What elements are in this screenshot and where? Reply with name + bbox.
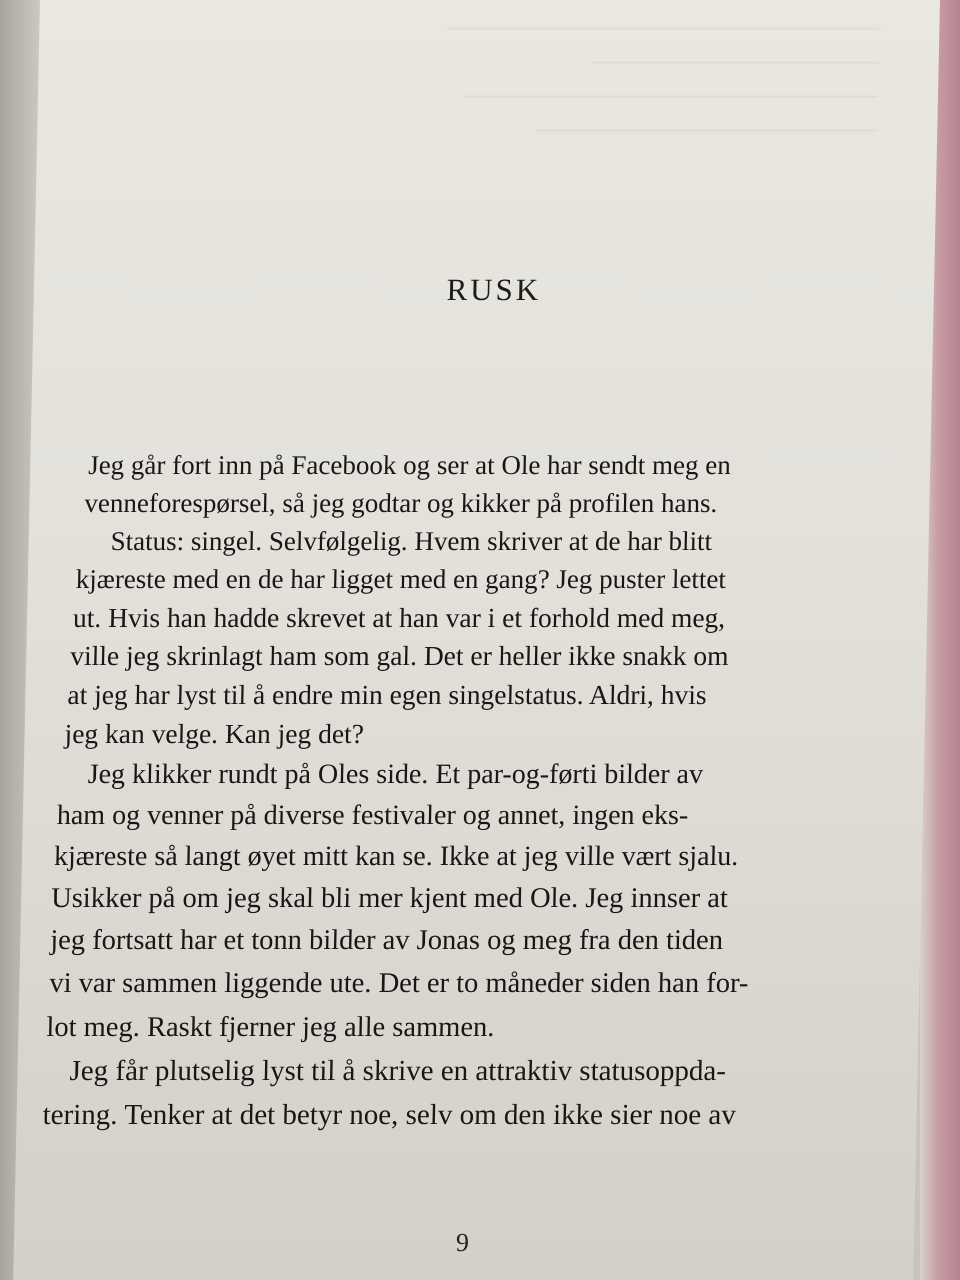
show-through-text: ———————————————————————— ———————————————— ——————————————————————— ——————————————————— (447, 17, 880, 139)
book-page (13, 0, 940, 1280)
text-line: ham og venner på diverse festivaler og annet, ingen eks- (56, 800, 689, 831)
text-line: Usikker på om jeg skal bli mer kjent med Ole. Jeg innser at (50, 883, 729, 914)
text-line: Jeg får plutselig lyst til å skrive en attraktiv statusoppda- (69, 1055, 727, 1087)
text-line: vi var sammen liggende ute. Det er to måneder siden han for- (49, 968, 749, 999)
text-line: lot meg. Raskt fjerner jeg alle sammen. (46, 1012, 495, 1043)
text-line: Status: singel. Selvfølgelig. Hvem skriver at de har blitt (110, 526, 713, 556)
text-line: Jeg klikker rundt på Oles side. Et par-og-førti bilder av (87, 759, 704, 790)
text-line: at jeg har lyst til å endre min egen singelstatus. Aldri, hvis (67, 679, 708, 710)
chapter-title: RUSK (446, 272, 542, 307)
text-line: ville jeg skrinlagt ham som gal. Det er heller ikke snakk om (69, 640, 729, 671)
text-line: Jeg går fort inn på Facebook og ser at Ole har sendt meg en (87, 450, 732, 480)
text-line: ut. Hvis han hadde skrevet at han var i et forhold med meg, (72, 602, 726, 633)
text-line: kjæreste så langt øyet mitt kan se. Ikke at jeg ville vært sjalu. (53, 841, 739, 872)
text-line: jeg kan velge. Kan jeg det? (64, 718, 365, 749)
text-line: jeg fortsatt har et tonn bilder av Jonas og meg fra den tiden (49, 925, 724, 956)
text-line: tering. Tenker at det betyr noe, selv om den ikke sier noe av (42, 1099, 737, 1131)
page-number: 9 (455, 1228, 470, 1257)
text-line: venneforespørsel, så jeg godtar og kikker på profilen hans. (84, 488, 718, 518)
text-line: kjæreste med en de har ligget med en gang? Jeg puster lettet (75, 564, 727, 594)
